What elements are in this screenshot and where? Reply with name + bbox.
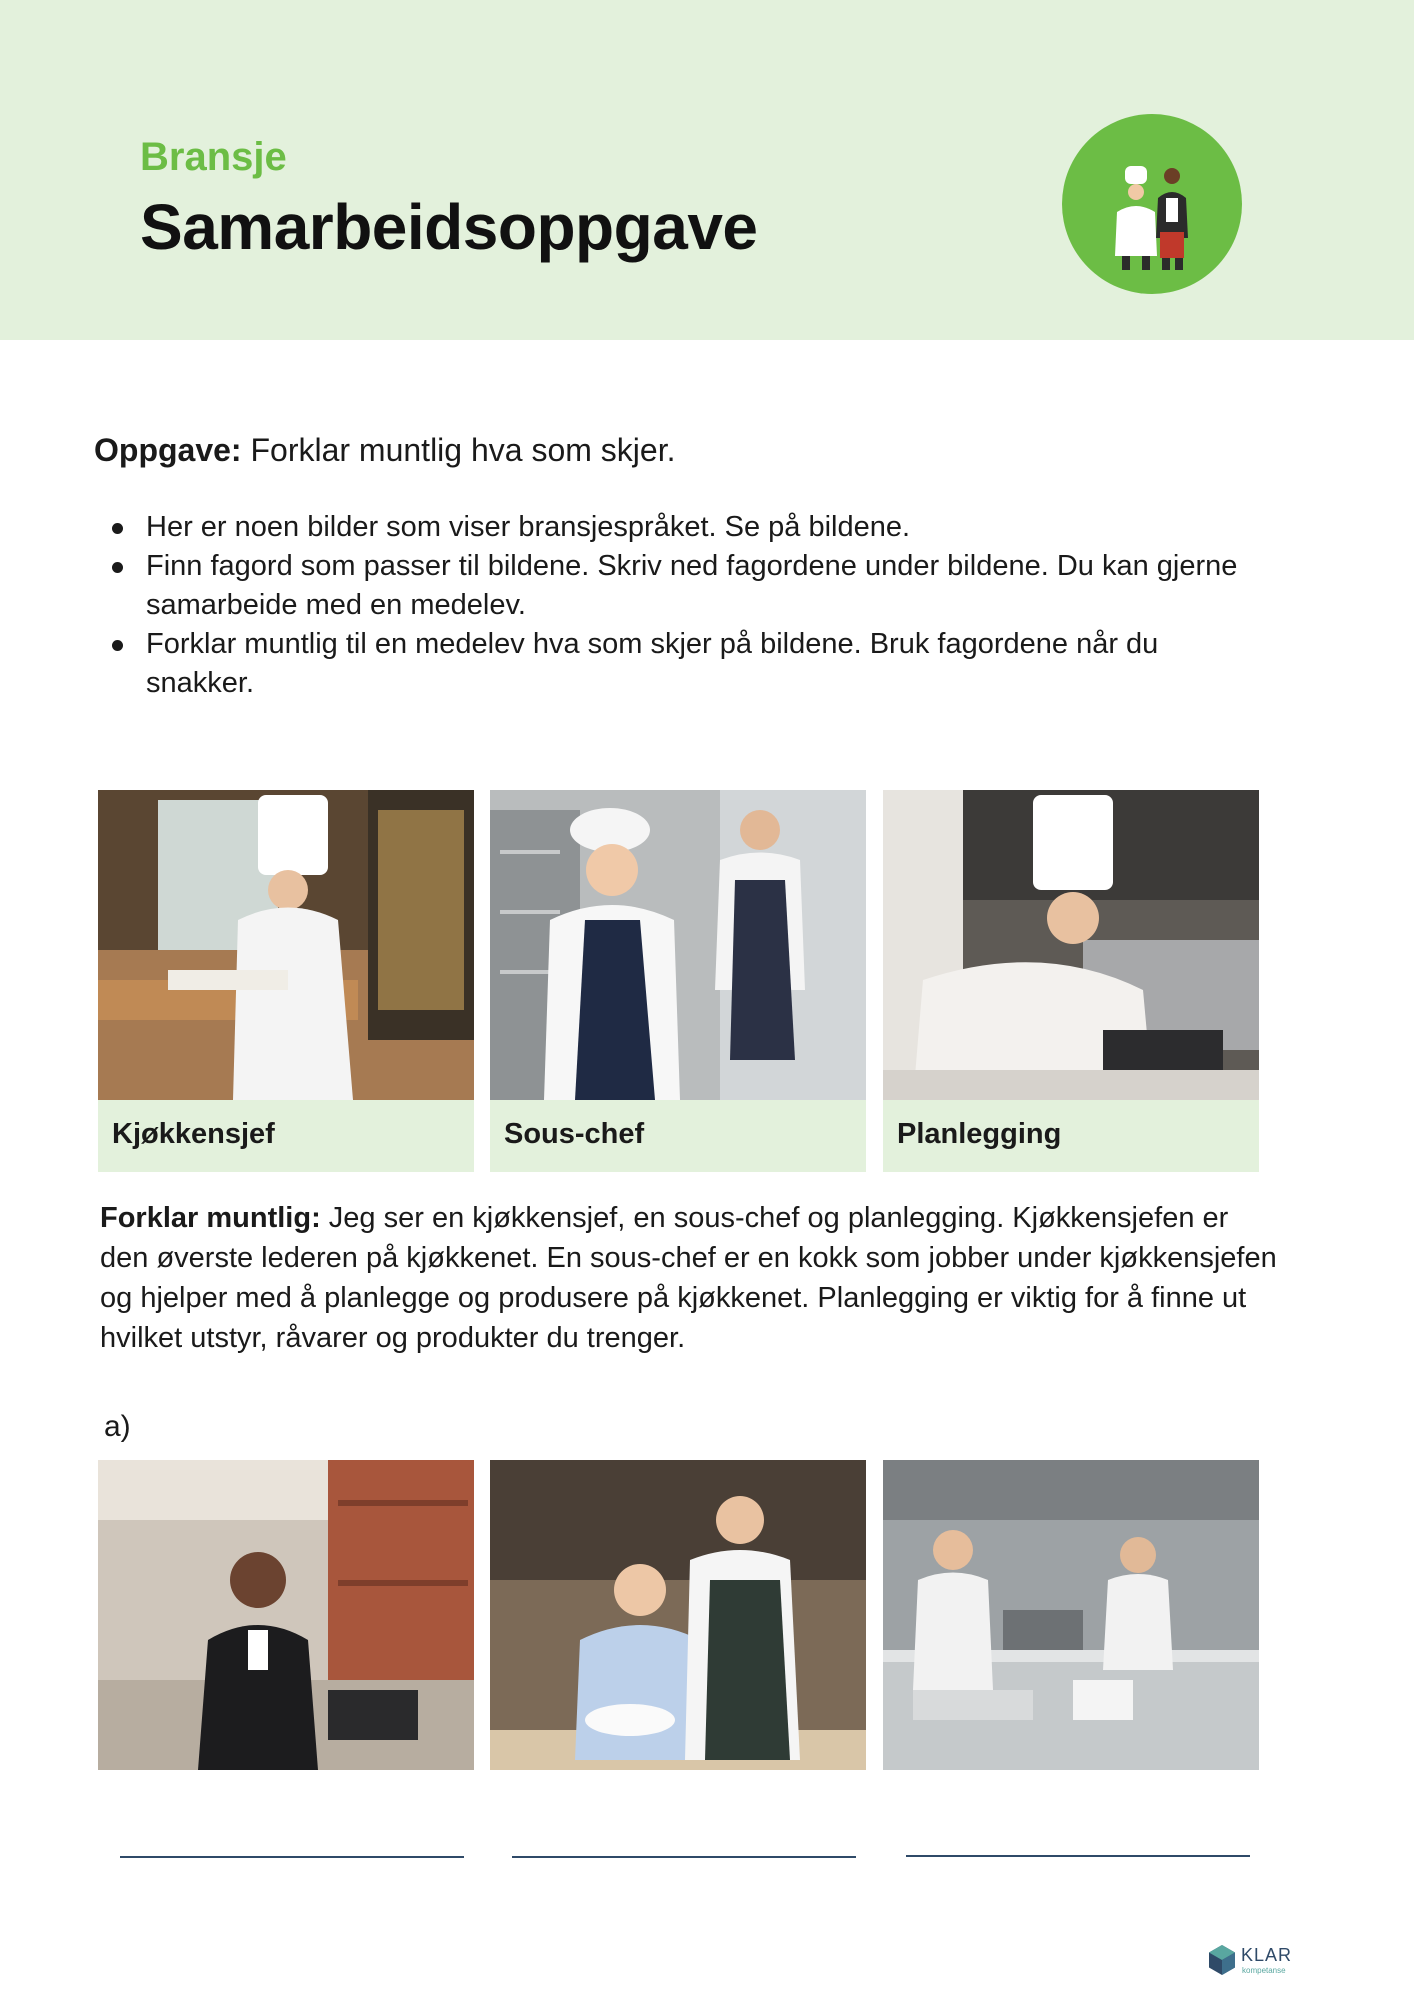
explain-label: Forklar muntlig: xyxy=(100,1202,321,1234)
task-text: Forklar muntlig hva som skjer. xyxy=(241,432,676,468)
logo-subtext: kompetanse xyxy=(1242,1966,1286,1975)
answer-line[interactable] xyxy=(512,1856,856,1858)
caption-kjokkensjef: Kjøkkensjef xyxy=(112,1118,275,1150)
category-label: Bransje xyxy=(140,135,287,179)
chef-and-waiter-icon xyxy=(1062,114,1242,294)
section-a-label: a) xyxy=(104,1410,131,1443)
hexagon-logo-icon xyxy=(1208,1944,1236,1976)
caption-planlegging: Planlegging xyxy=(897,1118,1062,1150)
answer-line[interactable] xyxy=(120,1856,464,1858)
logo-text: KLAR xyxy=(1241,1945,1293,1965)
header-banner xyxy=(0,0,1414,340)
answer-line[interactable] xyxy=(906,1855,1250,1857)
task-bullet-list xyxy=(110,508,1250,703)
list-item: Her er noen bilder som viser bransjespråket. Se på bildene. xyxy=(110,508,1250,547)
caption-sous-chef: Sous-chef xyxy=(504,1118,645,1150)
list-item: Finn fagord som passer til bildene. Skriv ned fagordene under bildene. Du kan gjerne samarbeide med en medelev. xyxy=(110,547,1250,625)
photo-head-chef xyxy=(98,790,474,1100)
caption-box xyxy=(490,1100,866,1172)
list-item: Forklar muntlig til en medelev hva som skjer på bildene. Bruk fagordene når du snakker. xyxy=(110,625,1250,703)
page-title: Samarbeidsoppgave xyxy=(140,191,758,263)
photo-receptionist xyxy=(98,1460,474,1770)
task-instruction xyxy=(94,432,675,469)
photo-sous-chef xyxy=(490,790,866,1100)
caption-box xyxy=(883,1100,1259,1172)
explanation-paragraph xyxy=(100,1198,1280,1358)
explain-text: Jeg ser en kjøkkensjef, en sous-chef og planlegging. Kjøkkensjefen er den øverste lederen på kjøkkenet. En sous-chef er en kokk som jobber under kjøkkensjefen og hjelper med å planlegge og produsere på kjøkkenet. Planlegging er viktig for å finne ut hvilket utstyr, råvarer og produkter du trenger. xyxy=(100,1202,1277,1354)
caption-box xyxy=(98,1100,474,1172)
task-label: Oppgave: xyxy=(94,432,242,468)
photo-serving xyxy=(490,1460,866,1770)
photo-planning xyxy=(883,790,1259,1100)
photo-kitchen xyxy=(883,1460,1259,1770)
klar-logo xyxy=(1208,1944,1298,1980)
